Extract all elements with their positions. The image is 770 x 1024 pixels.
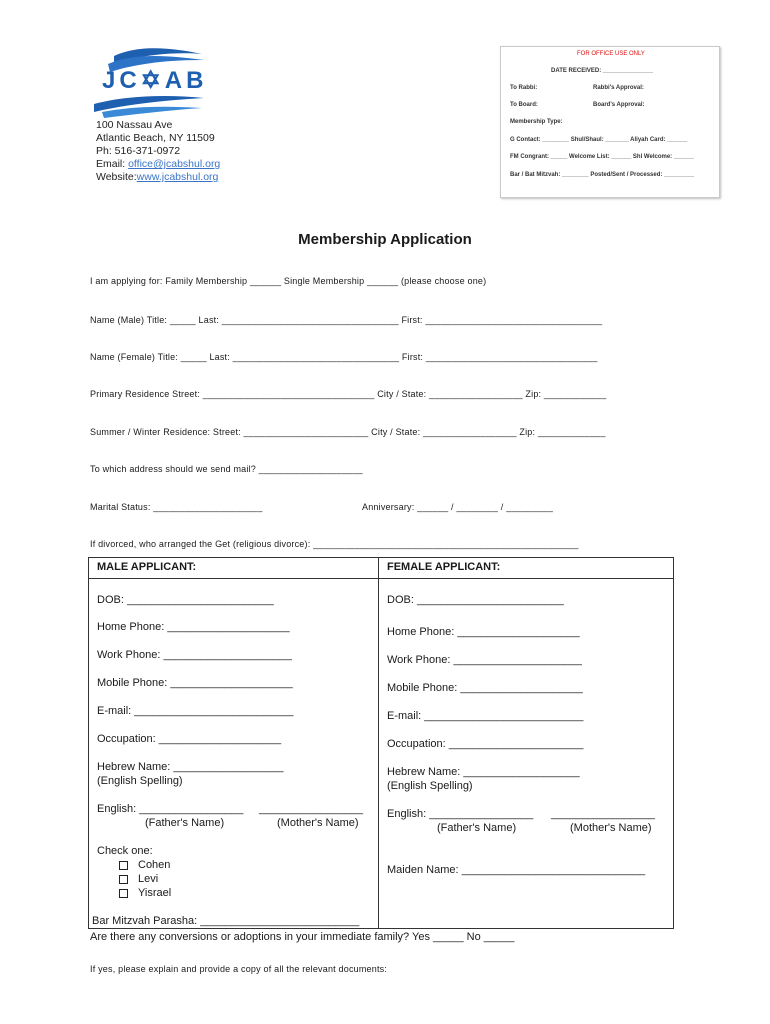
rabbis-approval: Rabbi's Approval:: [593, 85, 644, 91]
female-email[interactable]: E-mail: __________________________: [387, 710, 584, 722]
conversions-question[interactable]: Are there any conversions or adoptions in your immediate family? Yes _____ No _____: [90, 931, 515, 943]
male-english-blank2[interactable]: _________________: [259, 803, 364, 815]
anniversary-line[interactable]: Anniversary: ______ / ________ / _________: [362, 502, 554, 512]
checkbox-icon[interactable]: [119, 875, 128, 884]
option-label: Levi: [138, 873, 159, 885]
office-use-box: [500, 46, 720, 198]
email-line: [96, 158, 220, 171]
female-english-spelling: (English Spelling): [387, 780, 473, 792]
website-line: [96, 171, 220, 184]
option-cohen[interactable]: [119, 858, 170, 872]
to-rabbi: To Rabbi:: [510, 85, 538, 91]
address-line: 100 Nassau Ave: [96, 119, 173, 131]
female-maiden-name[interactable]: Maiden Name: ______________________________: [387, 864, 646, 876]
header-divider: [89, 578, 673, 579]
checkbox-icon[interactable]: [119, 861, 128, 870]
male-dob[interactable]: DOB: ________________________: [97, 594, 274, 606]
name-female-line[interactable]: Name (Female) Title: _____ Last: ________________________________ First: _________________________________: [90, 352, 598, 362]
membership-choice-line[interactable]: I am applying for: Family Membership ______ Single Membership ______ (please choose one): [90, 276, 487, 286]
check-one-label: Check one:: [97, 845, 153, 857]
male-hebrew-name[interactable]: Hebrew Name: __________________: [97, 761, 284, 773]
male-header: MALE APPLICANT:: [97, 561, 197, 573]
office-row-2: FM Congrant: _____ Welcome List: ______ Shl Welcome: ______: [510, 154, 694, 160]
female-header: FEMALE APPLICANT:: [387, 561, 501, 573]
summer-residence-line[interactable]: Summer / Winter Residence: Street: ________________________ City / State: __________________ Zip: _____________: [90, 427, 606, 437]
male-english-spelling: (English Spelling): [97, 775, 183, 787]
male-email[interactable]: E-mail: __________________________: [97, 705, 294, 717]
option-yisrael[interactable]: [119, 886, 171, 900]
male-fathers-name: (Father's Name): [145, 817, 225, 829]
female-work-phone[interactable]: Work Phone: _____________________: [387, 654, 582, 666]
divorce-line[interactable]: If divorced, who arranged the Get (religious divorce): ___________________________________________________: [90, 539, 579, 549]
option-label: Yisrael: [138, 887, 172, 899]
applicant-table: [88, 557, 674, 929]
female-occupation[interactable]: Occupation: ______________________: [387, 738, 584, 750]
org-logo: [84, 46, 210, 118]
to-board: To Board:: [510, 102, 538, 108]
marital-status-line[interactable]: Marital Status: _____________________: [90, 502, 263, 512]
female-mothers-name: (Mother's Name): [570, 822, 652, 834]
option-levi[interactable]: [119, 872, 158, 886]
column-divider: [378, 558, 379, 928]
name-male-line[interactable]: Name (Male) Title: _____ Last: __________________________________ First: __________________________________: [90, 315, 603, 325]
office-row-1: G Contact: ________ Shul/Shaul: _______ Aliyah Card: ______: [510, 137, 688, 143]
website-label: Website:: [96, 171, 137, 183]
office-row-3: Bar / Bat Mitzvah: ________ Posted/Sent / Processed: _________: [510, 172, 695, 178]
bar-mitzvah-parasha[interactable]: Bar Mitzvah Parasha: __________________________: [92, 915, 360, 927]
female-hebrew-name[interactable]: Hebrew Name: ___________________: [387, 766, 580, 778]
email-label: Email:: [96, 158, 129, 170]
female-mobile-phone[interactable]: Mobile Phone: ____________________: [387, 682, 583, 694]
male-home-phone[interactable]: Home Phone: ____________________: [97, 621, 290, 633]
explain-instruction: If yes, please explain and provide a copy of all the relevant documents:: [90, 964, 388, 974]
male-mothers-name: (Mother's Name): [277, 817, 359, 829]
checkbox-icon[interactable]: [119, 889, 128, 898]
male-mobile-phone[interactable]: Mobile Phone: ____________________: [97, 677, 293, 689]
send-mail-line[interactable]: To which address should we send mail? ____________________: [90, 464, 363, 474]
phone-line: Ph: 516-371-0972: [96, 145, 181, 157]
option-label: Cohen: [138, 859, 171, 871]
email-link[interactable]: office@jcabshul.org: [128, 158, 221, 170]
logo-text: JC✡AB: [102, 67, 208, 94]
female-dob[interactable]: DOB: ________________________: [387, 594, 564, 606]
male-occupation[interactable]: Occupation: ____________________: [97, 733, 282, 745]
boards-approval: Board's Approval:: [593, 102, 645, 108]
female-home-phone[interactable]: Home Phone: ____________________: [387, 626, 580, 638]
female-english[interactable]: English: _________________: [387, 808, 534, 820]
page-title: Membership Application: [298, 231, 472, 248]
male-english[interactable]: English: _________________: [97, 803, 244, 815]
female-fathers-name: (Father's Name): [437, 822, 517, 834]
office-use-header: FOR OFFICE USE ONLY: [577, 51, 645, 57]
membership-type: Membership Type:: [510, 119, 563, 125]
date-received: DATE RECEIVED: _______________: [551, 68, 653, 74]
male-work-phone[interactable]: Work Phone: _____________________: [97, 649, 292, 661]
primary-residence-line[interactable]: Primary Residence Street: _________________________________ City / State: __________________ Zip: ____________: [90, 389, 607, 399]
female-english-blank2[interactable]: _________________: [551, 808, 656, 820]
website-link[interactable]: www.jcabshul.org: [136, 171, 219, 183]
org-address: [96, 119, 220, 184]
address-line: Atlantic Beach, NY 11509: [96, 132, 215, 144]
